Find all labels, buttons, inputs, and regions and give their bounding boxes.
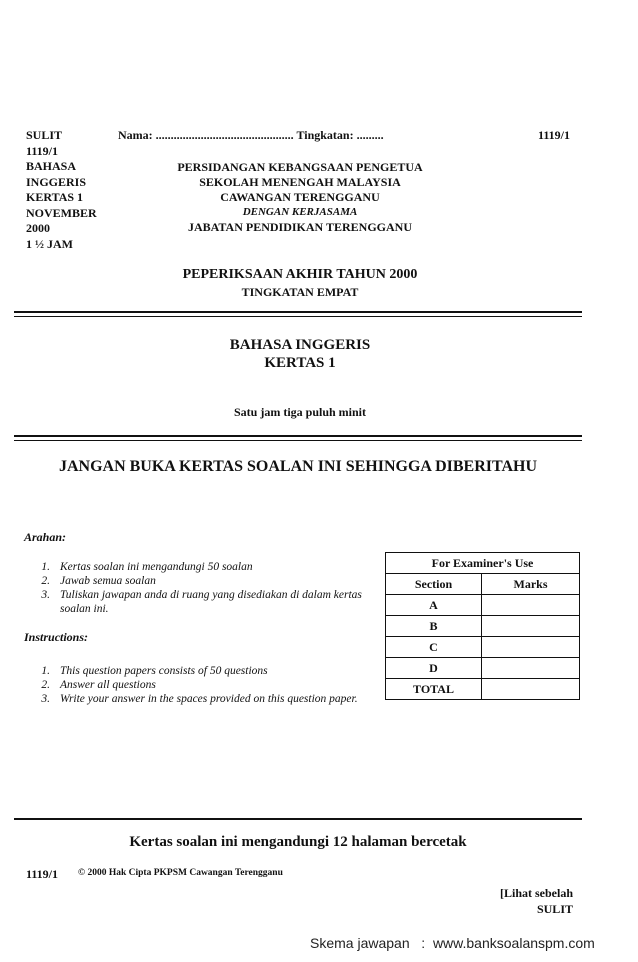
paper-info-line: INGGERIS [26,174,87,189]
paper-code-right: 1119/1 [538,128,571,142]
org-line: SEKOLAH MENENGAH MALAYSIA [199,175,401,189]
next-page-note: [Lihat sebelah [499,886,573,900]
list-item [36,574,376,588]
section-cell: C [386,637,482,658]
item-number: 2. [41,575,50,587]
list-item [36,588,376,616]
exam-subtitle: TINGKATAN EMPAT [241,285,359,299]
list-item [36,560,376,574]
org-collab-line: DENGAN KERJASAMA [242,206,358,218]
org-dept-line: JABATAN PENDIDIKAN TERENGGANU [187,220,413,234]
watermark-link[interactable]: Skema jawapan : www.banksoalanspm.com [310,935,595,951]
examiner-table-title: For Examiner's Use [386,553,580,574]
divider [14,435,582,437]
section-cell: A [386,595,482,616]
warning-notice: JANGAN BUKA KERTAS SOALAN INI SEHINGGA DIBERITAHU [58,458,538,475]
section-cell: B [386,616,482,637]
marks-cell[interactable] [482,637,580,658]
divider [14,440,582,441]
paper-info-line: 2000 [26,221,50,235]
paper-info-line: SULIT [26,128,63,142]
divider [14,818,582,820]
divider [14,316,582,317]
section-cell: D [386,658,482,679]
paper-info-block [26,128,97,252]
paper-info-line: NOVEMBER [26,205,97,220]
item-text: Write your answer in the spaces provided on this question paper. [60,693,358,705]
sulit-mark: SULIT [536,902,573,916]
item-text: Tuliskan jawapan anda di ruang yang disediakan di dalam kertas soalan ini. [60,589,362,615]
marks-cell[interactable] [482,616,580,637]
examiner-table [385,552,580,700]
org-line: PERSIDANGAN KEBANGSAAN PENGETUA [177,160,423,174]
instructions-list [36,664,381,706]
paper-info-line: BAHASA [26,159,77,173]
footer-code: 1119/1 [26,867,59,881]
list-item [36,664,381,678]
instructions-heading: Instructions: [24,630,89,644]
item-text: Answer all questions [60,679,156,691]
item-number: 3. [41,693,50,705]
total-cell: TOTAL [386,679,482,700]
marks-cell[interactable] [482,595,580,616]
organisation-block [140,160,460,235]
section-header: Section [386,574,482,595]
marks-cell[interactable] [482,679,580,700]
item-number: 3. [41,589,50,601]
paper-info-line: KERTAS 1 [26,190,84,204]
org-line: CAWANGAN TERENGGANU [220,190,380,204]
item-number: 1. [41,561,50,573]
list-item [36,678,381,692]
arahan-heading: Arahan: [24,530,67,544]
subject-paper: KERTAS 1 [264,355,336,371]
marks-cell[interactable] [482,658,580,679]
arahan-list [36,560,376,616]
duration: Satu jam tiga puluh minit [233,405,367,419]
paper-info-line: 1 ½ JAM [26,236,73,251]
item-text: Kertas soalan ini mengandungi 50 soalan [60,561,253,573]
name-field: Nama: .............................................. Tingkatan: ......... [118,128,384,142]
list-item [36,692,381,706]
item-number: 2. [41,679,50,691]
pages-note: Kertas soalan ini mengandungi 12 halaman bercetak [129,834,467,850]
paper-info-line: 1119/1 [26,143,59,158]
item-number: 1. [41,665,50,677]
divider [14,311,582,313]
exam-title: PEPERIKSAAN AKHIR TAHUN 2000 [182,267,418,282]
copyright: © 2000 Hak Cipta PKPSM Cawangan Terengganu [78,868,283,878]
marks-header: Marks [482,574,580,595]
subject-title: BAHASA INGGERIS [229,337,371,353]
item-text: Jawab semua soalan [60,575,156,587]
item-text: This question papers consists of 50 questions [60,665,268,677]
